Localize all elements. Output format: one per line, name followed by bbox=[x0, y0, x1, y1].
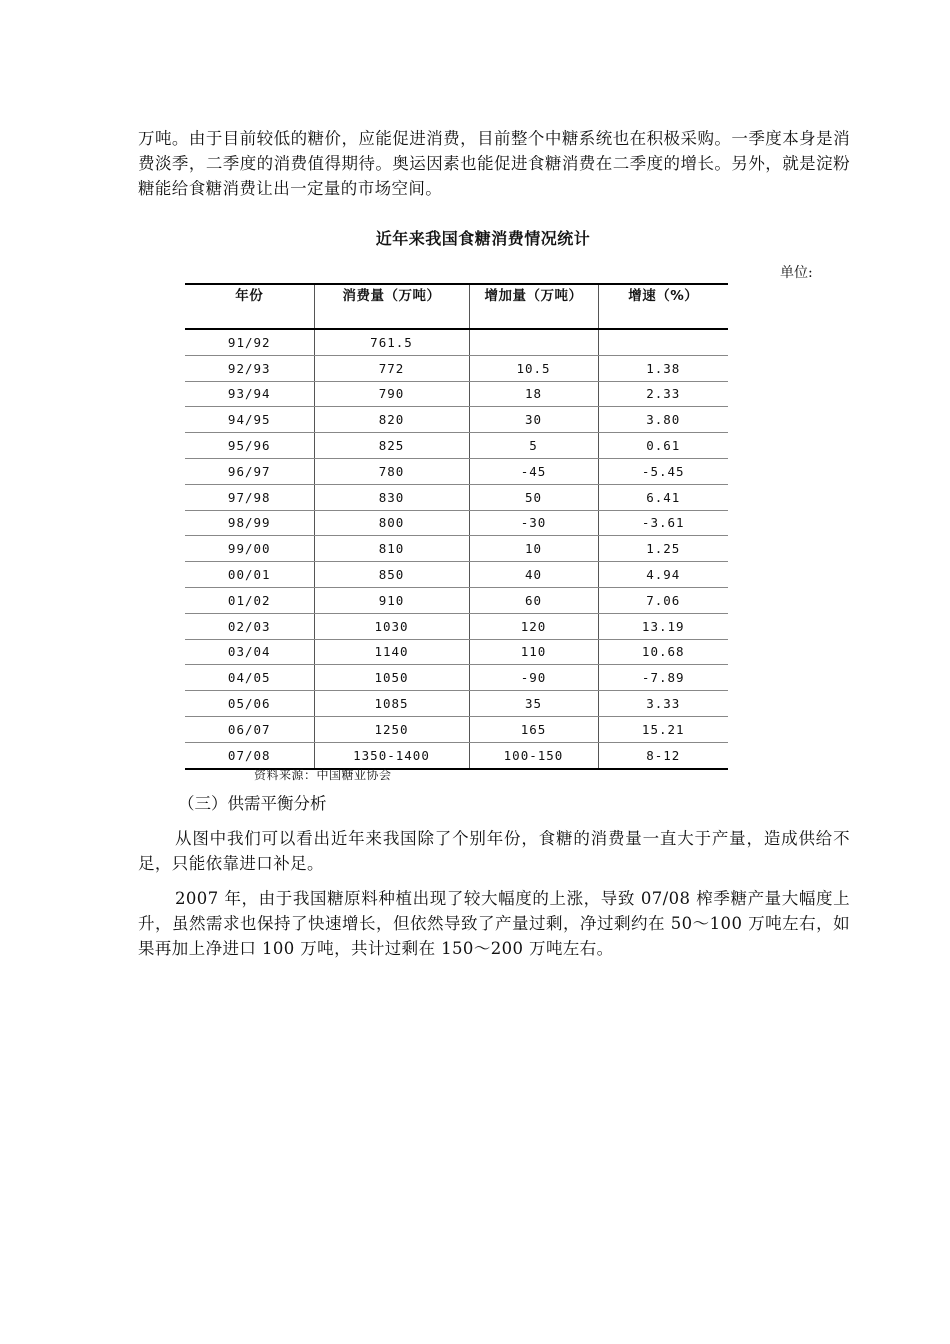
table-row bbox=[185, 587, 728, 613]
cell-consumption: 850 bbox=[314, 562, 469, 588]
cell-consumption: 1140 bbox=[314, 639, 469, 665]
cell-year: 00/01 bbox=[185, 562, 314, 588]
cell-consumption: 761.5 bbox=[314, 329, 469, 355]
cell-consumption: 1030 bbox=[314, 613, 469, 639]
cell-growth-rate: 13.19 bbox=[598, 613, 728, 639]
cell-consumption: 1350-1400 bbox=[314, 742, 469, 768]
cell-consumption: 1250 bbox=[314, 716, 469, 742]
table-row bbox=[185, 510, 728, 536]
header-consumption: 消费量（万吨） bbox=[314, 284, 469, 329]
cell-year: 95/96 bbox=[185, 433, 314, 459]
cell-increase: -30 bbox=[469, 510, 598, 536]
table-row bbox=[185, 691, 728, 717]
table-row bbox=[185, 329, 728, 355]
cell-increase: 10.5 bbox=[469, 355, 598, 381]
cell-consumption: 820 bbox=[314, 407, 469, 433]
table-row bbox=[185, 536, 728, 562]
table-unit-label: 单位: bbox=[780, 265, 813, 281]
cell-increase: 35 bbox=[469, 691, 598, 717]
table-row bbox=[185, 716, 728, 742]
cell-increase: 100-150 bbox=[469, 742, 598, 768]
cell-growth-rate: -7.89 bbox=[598, 665, 728, 691]
table-title: 近年来我国食糖消费情况统计 bbox=[375, 229, 591, 248]
paragraph-supply-gap: 从图中我们可以看出近年来我国除了个别年份，食糖的消费量一直大于产量，造成供给不足，只能依靠进口补足。 bbox=[138, 829, 850, 873]
cell-growth-rate: 4.94 bbox=[598, 562, 728, 588]
cell-year: 07/08 bbox=[185, 742, 314, 768]
table-row bbox=[185, 665, 728, 691]
cell-increase: 50 bbox=[469, 484, 598, 510]
cell-year: 01/02 bbox=[185, 587, 314, 613]
table-row bbox=[185, 407, 728, 433]
cell-increase: 40 bbox=[469, 562, 598, 588]
cell-consumption: 810 bbox=[314, 536, 469, 562]
cell-growth-rate: 3.33 bbox=[598, 691, 728, 717]
cell-growth-rate: 3.80 bbox=[598, 407, 728, 433]
cell-growth-rate: 8-12 bbox=[598, 742, 728, 768]
cell-increase: 10 bbox=[469, 536, 598, 562]
cell-growth-rate: 6.41 bbox=[598, 484, 728, 510]
cell-increase: 30 bbox=[469, 407, 598, 433]
cell-increase: 110 bbox=[469, 639, 598, 665]
cell-year: 06/07 bbox=[185, 716, 314, 742]
cell-consumption: 825 bbox=[314, 433, 469, 459]
cell-growth-rate: 7.06 bbox=[598, 587, 728, 613]
cell-consumption: 830 bbox=[314, 484, 469, 510]
sugar-consumption-table bbox=[185, 283, 728, 770]
header-increase: 增加量（万吨） bbox=[469, 284, 598, 329]
cell-growth-rate: 0.61 bbox=[598, 433, 728, 459]
table-row bbox=[185, 613, 728, 639]
cell-increase: 120 bbox=[469, 613, 598, 639]
cell-consumption: 910 bbox=[314, 587, 469, 613]
cell-consumption: 780 bbox=[314, 458, 469, 484]
cell-growth-rate: 1.38 bbox=[598, 355, 728, 381]
cell-increase: 165 bbox=[469, 716, 598, 742]
cell-growth-rate: 2.33 bbox=[598, 381, 728, 407]
table-row bbox=[185, 458, 728, 484]
table-row bbox=[185, 484, 728, 510]
cell-growth-rate: 15.21 bbox=[598, 716, 728, 742]
cell-year: 98/99 bbox=[185, 510, 314, 536]
cell-year: 02/03 bbox=[185, 613, 314, 639]
cell-growth-rate: -3.61 bbox=[598, 510, 728, 536]
table-row bbox=[185, 355, 728, 381]
header-growth-rate: 增速（%） bbox=[598, 284, 728, 329]
cell-increase bbox=[469, 329, 598, 355]
cell-year: 92/93 bbox=[185, 355, 314, 381]
cell-year: 04/05 bbox=[185, 665, 314, 691]
cell-increase: 18 bbox=[469, 381, 598, 407]
table-row bbox=[185, 562, 728, 588]
table-row bbox=[185, 742, 728, 768]
cell-increase: -90 bbox=[469, 665, 598, 691]
cell-year: 03/04 bbox=[185, 639, 314, 665]
table-row bbox=[185, 433, 728, 459]
cell-consumption: 772 bbox=[314, 355, 469, 381]
cell-growth-rate: -5.45 bbox=[598, 458, 728, 484]
cell-consumption: 790 bbox=[314, 381, 469, 407]
cell-increase: 60 bbox=[469, 587, 598, 613]
paragraph-consumption-outlook: 万吨。由于目前较低的糖价，应能促进消费，目前整个中糖系统也在积极采购。一季度本身是消费淡季，二季度的消费值得期待。奥运因素也能促进食糖消费在二季度的增长。另外，就是淀粉糖能给食糖消费让出一定量的市场空间。 bbox=[138, 129, 850, 198]
cell-growth-rate bbox=[598, 329, 728, 355]
cell-year: 05/06 bbox=[185, 691, 314, 717]
table-row bbox=[185, 381, 728, 407]
cell-consumption: 800 bbox=[314, 510, 469, 536]
table-source-note: 资料来源：中国糖业协会 bbox=[254, 768, 392, 782]
cell-growth-rate: 10.68 bbox=[598, 639, 728, 665]
cell-year: 91/92 bbox=[185, 329, 314, 355]
cell-year: 96/97 bbox=[185, 458, 314, 484]
section-heading: （三）供需平衡分析 bbox=[178, 794, 327, 813]
paragraph-surplus-2007: 2007 年，由于我国糖原料种植出现了较大幅度的上涨，导致 07/08 榨季糖产量大幅度上升，虽然需求也保持了快速增长，但依然导致了产量过剩，净过剩约在 50～100 万吨左右，如果再加上净进口 100 万吨，共计过剩在 150～200 万吨左右。 bbox=[138, 889, 850, 958]
cell-year: 93/94 bbox=[185, 381, 314, 407]
cell-year: 99/00 bbox=[185, 536, 314, 562]
table-header-row bbox=[185, 284, 728, 329]
header-year: 年份 bbox=[185, 284, 314, 329]
cell-consumption: 1085 bbox=[314, 691, 469, 717]
table-row bbox=[185, 639, 728, 665]
cell-increase: -45 bbox=[469, 458, 598, 484]
cell-increase: 5 bbox=[469, 433, 598, 459]
cell-growth-rate: 1.25 bbox=[598, 536, 728, 562]
cell-consumption: 1050 bbox=[314, 665, 469, 691]
cell-year: 94/95 bbox=[185, 407, 314, 433]
cell-year: 97/98 bbox=[185, 484, 314, 510]
